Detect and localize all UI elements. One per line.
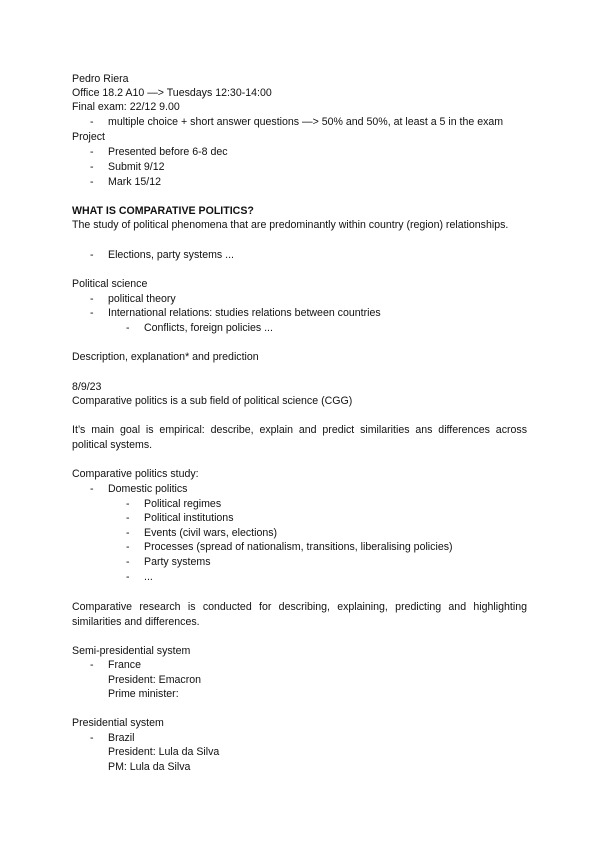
bullet-dash: - (126, 322, 130, 334)
project-item-text: Submit 9/12 (108, 161, 165, 173)
exam-bullet-text: multiple choice + short answer questions —> 50% and 50%, at least a 5 in the exam (108, 116, 504, 128)
bullet-dash: - (90, 116, 94, 128)
bullet-dash: - (126, 512, 130, 524)
semi-president: President: Emacron (108, 674, 202, 686)
bullet-dash: - (90, 161, 94, 173)
domestic-subitem-text: Processes (spread of nationalism, transitions, liberalising policies) (144, 541, 453, 553)
political-science-label: Political science (72, 278, 148, 290)
political-science-item-text: political theory (108, 293, 176, 305)
description-line: Description, explanation* and prediction (72, 351, 259, 363)
goal-paragraph: It’s main goal is empirical: describe, explain and predict similarities ans differences across political systems. (72, 424, 527, 451)
domestic-subitem-text: Party systems (144, 556, 211, 568)
domestic-politics-text: Domestic politics (108, 483, 188, 495)
research-paragraph: Comparative research is conducted for describing, explaining, predicting and highlighting similarities and differences. (72, 601, 527, 628)
bullet-dash: - (90, 176, 94, 188)
bullet-dash: - (90, 483, 94, 495)
pres-president: President: Lula da Silva (108, 746, 220, 758)
section-heading: WHAT IS COMPARATIVE POLITICS? (72, 205, 254, 217)
domestic-subitem-text: ... (144, 571, 153, 583)
pres-prime-minister: PM: Lula da Silva (108, 761, 191, 773)
bullet-dash: - (90, 293, 94, 305)
project-item-text: Presented before 6-8 dec (108, 146, 228, 158)
presidential-label: Presidential system (72, 717, 164, 729)
bullet-dash: - (126, 498, 130, 510)
bullet-dash: - (90, 659, 94, 671)
bullet-dash: - (90, 249, 94, 261)
definition-paragraph: The study of political phenomena that are predominantly within country (region) relationships. (72, 219, 509, 231)
domestic-subitem-text: Political regimes (144, 498, 222, 510)
semi-country-text: France (108, 659, 141, 671)
bullet-dash: - (126, 541, 130, 553)
ir-subitem-text: Conflicts, foreign policies ... (144, 322, 273, 334)
semi-prime-minister: Prime minister: (108, 688, 179, 700)
political-science-item-text: International relations: studies relations between countries (108, 307, 381, 319)
bullet-dash: - (126, 527, 130, 539)
bullet-dash: - (90, 146, 94, 158)
author-name: Pedro Riera (72, 73, 129, 85)
final-exam: Final exam: 22/12 9.00 (72, 101, 180, 113)
bullet-dash: - (126, 571, 130, 583)
office-hours: Office 18.2 A10 —> Tuesdays 12:30-14:00 (72, 87, 272, 99)
semi-presidential-label: Semi-presidential system (72, 645, 191, 657)
subfield-line: Comparative politics is a sub field of political science (CGG) (72, 395, 353, 407)
domestic-subitem-text: Political institutions (144, 512, 234, 524)
bullet-dash: - (90, 307, 94, 319)
bullet-dash: - (90, 732, 94, 744)
project-label: Project (72, 131, 105, 143)
domestic-subitem-text: Events (civil wars, elections) (144, 527, 278, 539)
study-label: Comparative politics study: (72, 468, 199, 480)
pres-country-text: Brazil (108, 732, 135, 744)
definition-bullet-text: Elections, party systems ... (108, 249, 234, 261)
note-date: 8/9/23 (72, 381, 102, 393)
project-item-text: Mark 15/12 (108, 176, 161, 188)
bullet-dash: - (126, 556, 130, 568)
